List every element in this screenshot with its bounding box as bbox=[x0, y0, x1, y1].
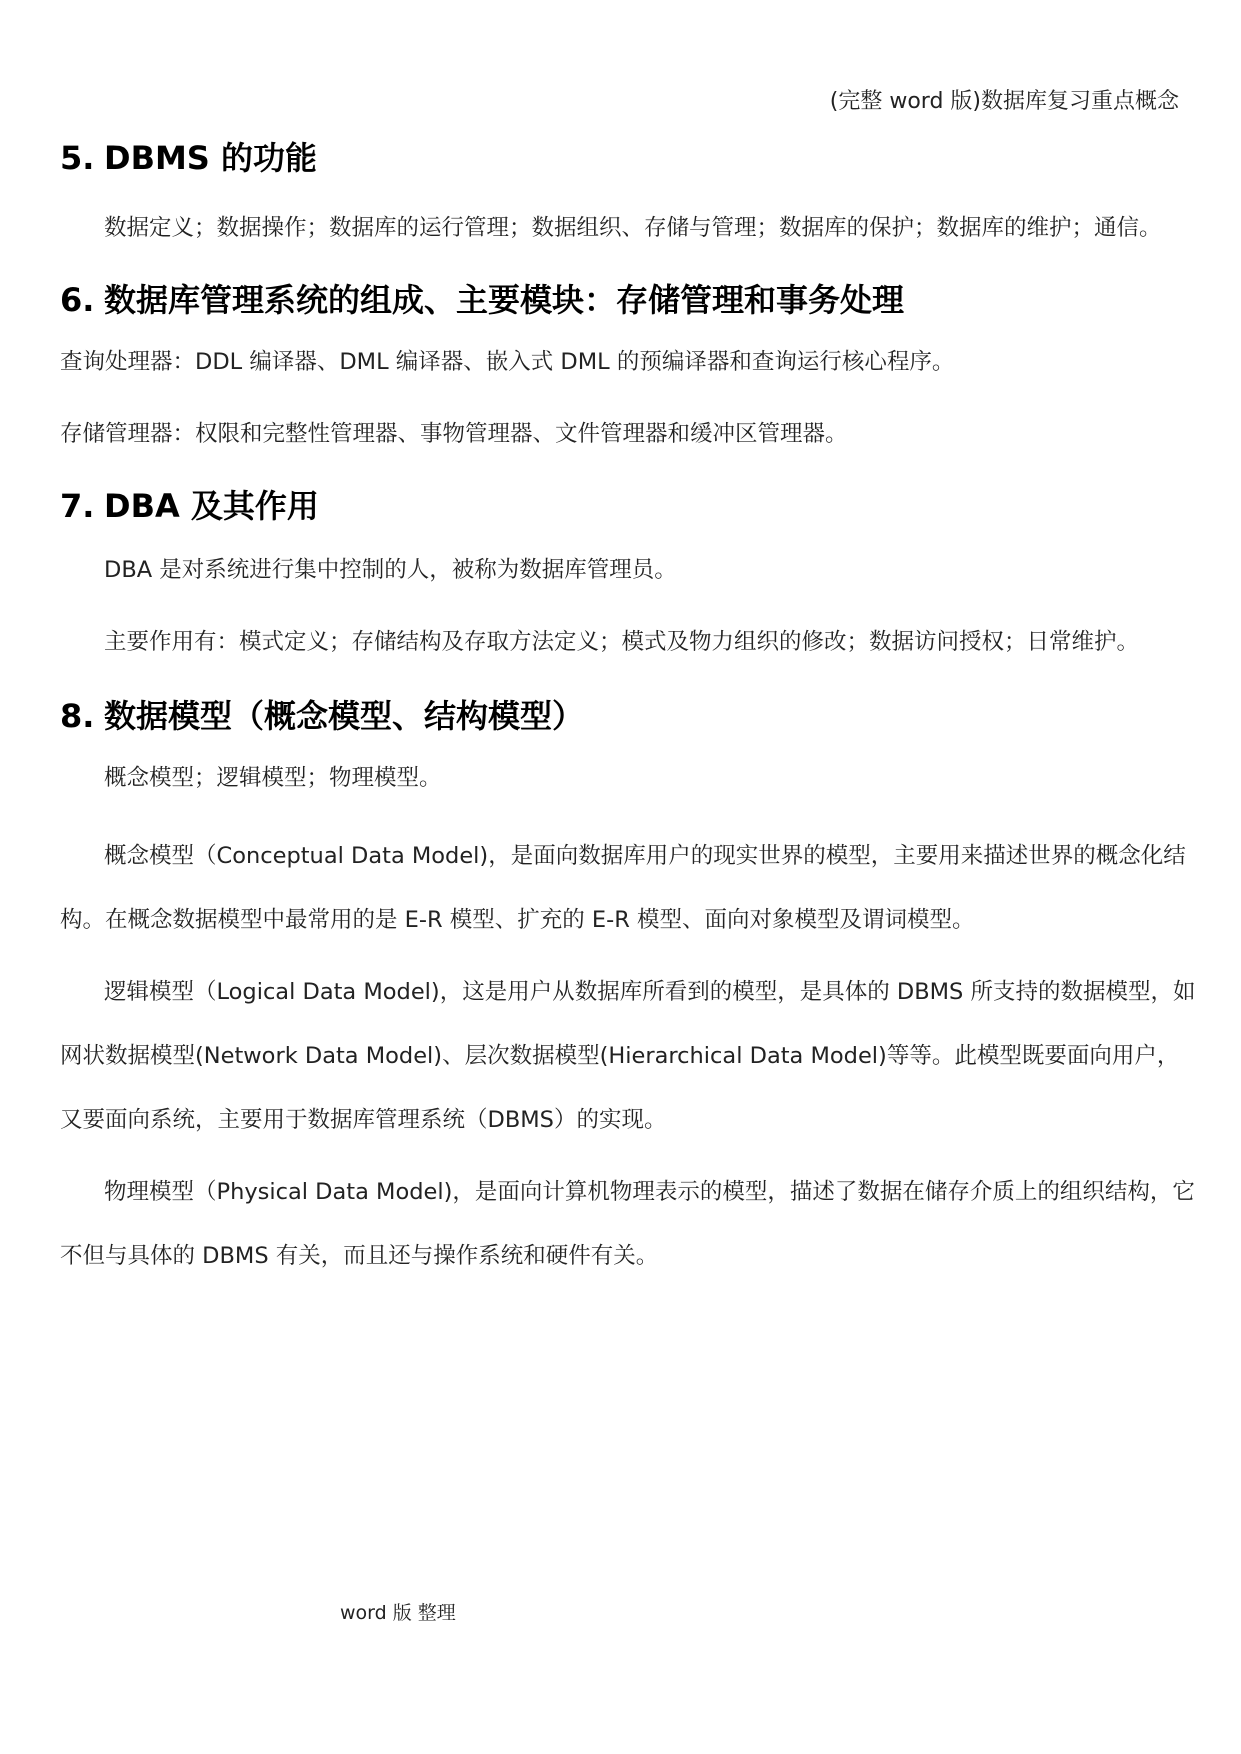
paragraph-dbms-functions: 数据定义；数据操作；数据库的运行管理；数据组织、存储与管理；数据库的保护；数据库的维护；通信。 bbox=[104, 215, 1162, 241]
paragraph-logical-model: 逻辑模型（Logical Data Model)，这是用户从数据库所看到的模型，是具体的 DBMS 所支持的数据模型，如网状数据模型(Network Data Model)、层次数据模型(Hierarchical Data Model)等等。此模型既要面向用户，又要面向系统，主要用于数据库管理系统（DBMS）的实现。 bbox=[60, 979, 1196, 1133]
section-number: 8. bbox=[60, 697, 95, 735]
section-number: 7. bbox=[60, 487, 95, 525]
section-title: 数据库管理系统的组成、主要模块：存储管理和事务处理 bbox=[104, 281, 905, 319]
section-heading-5 bbox=[60, 130, 1200, 186]
section-number: 5. bbox=[60, 139, 95, 177]
document-footer: word 版 整理 bbox=[340, 1602, 456, 1624]
paragraph-conceptual-model: 概念模型（Conceptual Data Model)，是面向数据库用户的现实世界的模型，主要用来描述世界的概念化结构。在概念数据模型中最常用的是 E-R 模型、扩充的 E-R 模型、面向对象模型及谓词模型。 bbox=[60, 843, 1186, 933]
section-heading-8 bbox=[60, 688, 1200, 744]
paragraph-physical-model: 物理模型（Physical Data Model)，是面向计算机物理表示的模型，描述了数据在储存介质上的组织结构，它不但与具体的 DBMS 有关，而且还与操作系统和硬件有关。 bbox=[60, 1179, 1195, 1269]
paragraph-dba-roles: 主要作用有：模式定义；存储结构及存取方法定义；模式及物力组织的修改；数据访问授权；日常维护。 bbox=[104, 629, 1140, 655]
section-number: 6. bbox=[60, 281, 95, 319]
paragraph-dba-definition: DBA 是对系统进行集中控制的人，被称为数据库管理员。 bbox=[104, 557, 677, 583]
section-title: DBMS 的功能 bbox=[104, 139, 317, 177]
paragraph-storage-manager: 存储管理器：权限和完整性管理器、事物管理器、文件管理器和缓冲区管理器。 bbox=[60, 421, 848, 447]
document-body bbox=[60, 130, 1200, 1288]
section-title: 数据模型（概念模型、结构模型） bbox=[104, 697, 585, 735]
paragraph-model-types: 概念模型；逻辑模型；物理模型。 bbox=[104, 765, 442, 791]
document-header-title: (完整 word 版)数据库复习重点概念 bbox=[829, 89, 1179, 114]
section-heading-7 bbox=[60, 478, 1200, 534]
section-title: DBA 及其作用 bbox=[104, 487, 319, 525]
section-heading-6 bbox=[60, 272, 1200, 328]
paragraph-query-processor: 查询处理器：DDL 编译器、DML 编译器、嵌入式 DML 的预编译器和查询运行核心程序。 bbox=[60, 349, 955, 375]
